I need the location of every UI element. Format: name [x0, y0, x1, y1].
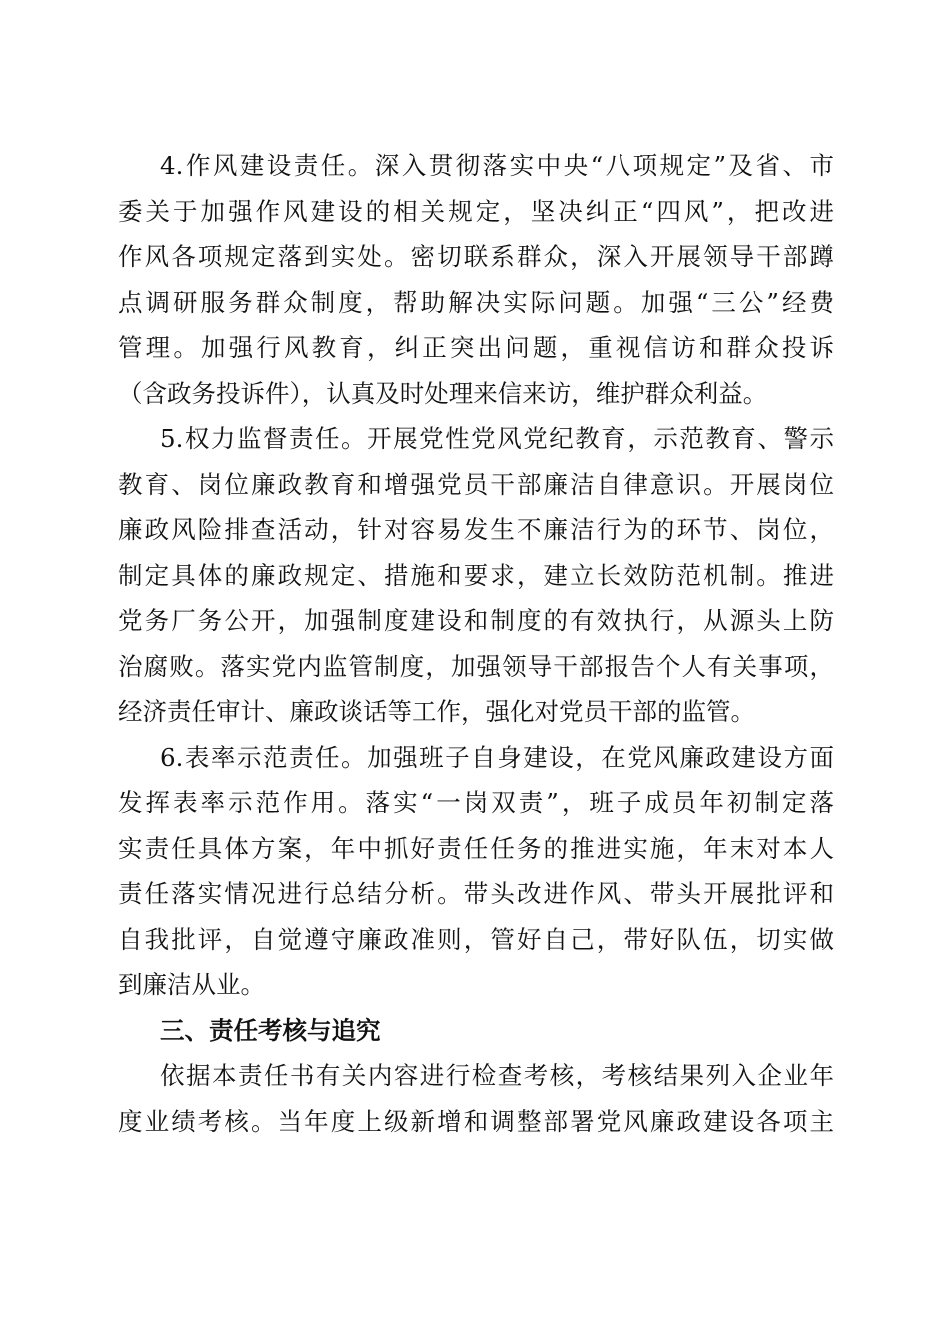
section-heading: 三、责任考核与追究 [160, 1015, 381, 1045]
paragraph-line: 廉政风险排查活动，针对容易发生不廉洁行为的环节、岗位， [118, 515, 834, 544]
paragraph-power-supervision-responsibility [118, 416, 834, 735]
paragraph-line: 自我批评，自觉遵守廉政准则，管好自己，带好队伍，切实做 [118, 924, 834, 954]
paragraph-line: 发挥表率示范作用。落实“一岗双责”，班子成员年初制定落 [118, 788, 834, 817]
paragraph-line: 责任落实情况进行总结分析。带头改进作风、带头开展批评和 [118, 879, 834, 908]
paragraph-line: 经济责任审计、廉政谈话等工作，强化对党员干部的监管。 [118, 697, 755, 726]
paragraph-line: 作风各项规定落到实处。密切联系群众，深入开展领导干部蹲 [118, 242, 834, 271]
document-body [118, 143, 834, 1144]
paragraph-line: 教育、岗位廉政教育和增强党员干部廉洁自律意识。开展岗位 [118, 469, 834, 499]
paragraph-line: 到廉洁从业。 [118, 970, 265, 999]
paragraph-line: 5.权力监督责任。开展党性党风党纪教育，示范教育、警示 [160, 424, 834, 453]
paragraph-line: 管理。加强行风教育，纠正突出问题，重视信访和群众投诉 [118, 333, 834, 362]
paragraph-assessment [118, 1053, 834, 1144]
paragraph-line: 治腐败。落实党内监管制度，加强领导干部报告个人有关事项， [118, 651, 834, 681]
paragraph-line: （含政务投诉件），认真及时处理来信来访，维护群众利益。 [118, 378, 768, 408]
paragraph-work-style-responsibility [118, 143, 834, 416]
paragraph-exemplary-leadership-responsibility [118, 735, 834, 1008]
paragraph-line: 4.作风建设责任。深入贯彻落实中央“八项规定”及省、市 [160, 151, 834, 180]
paragraph-line: 依据本责任书有关内容进行检查考核，考核结果列入企业年 [160, 1061, 834, 1090]
paragraph-line: 制定具体的廉政规定、措施和要求，建立长效防范机制。推进 [118, 560, 834, 590]
paragraph-line: 点调研服务群众制度，帮助解决实际问题。加强“三公”经费 [118, 287, 834, 317]
paragraph-line: 委关于加强作风建设的相关规定，坚决纠正“四风”，把改进 [118, 196, 834, 226]
paragraph-line: 党务厂务公开，加强制度建设和制度的有效执行，从源头上防 [118, 606, 834, 635]
paragraph-line: 6.表率示范责任。加强班子自身建设，在党风廉政建设方面 [160, 742, 834, 772]
paragraph-line: 实责任具体方案，年中抓好责任任务的推进实施，年末对本人 [118, 833, 834, 863]
paragraph-line: 度业绩考核。当年度上级新增和调整部署党风廉政建设各项主 [118, 1106, 834, 1136]
